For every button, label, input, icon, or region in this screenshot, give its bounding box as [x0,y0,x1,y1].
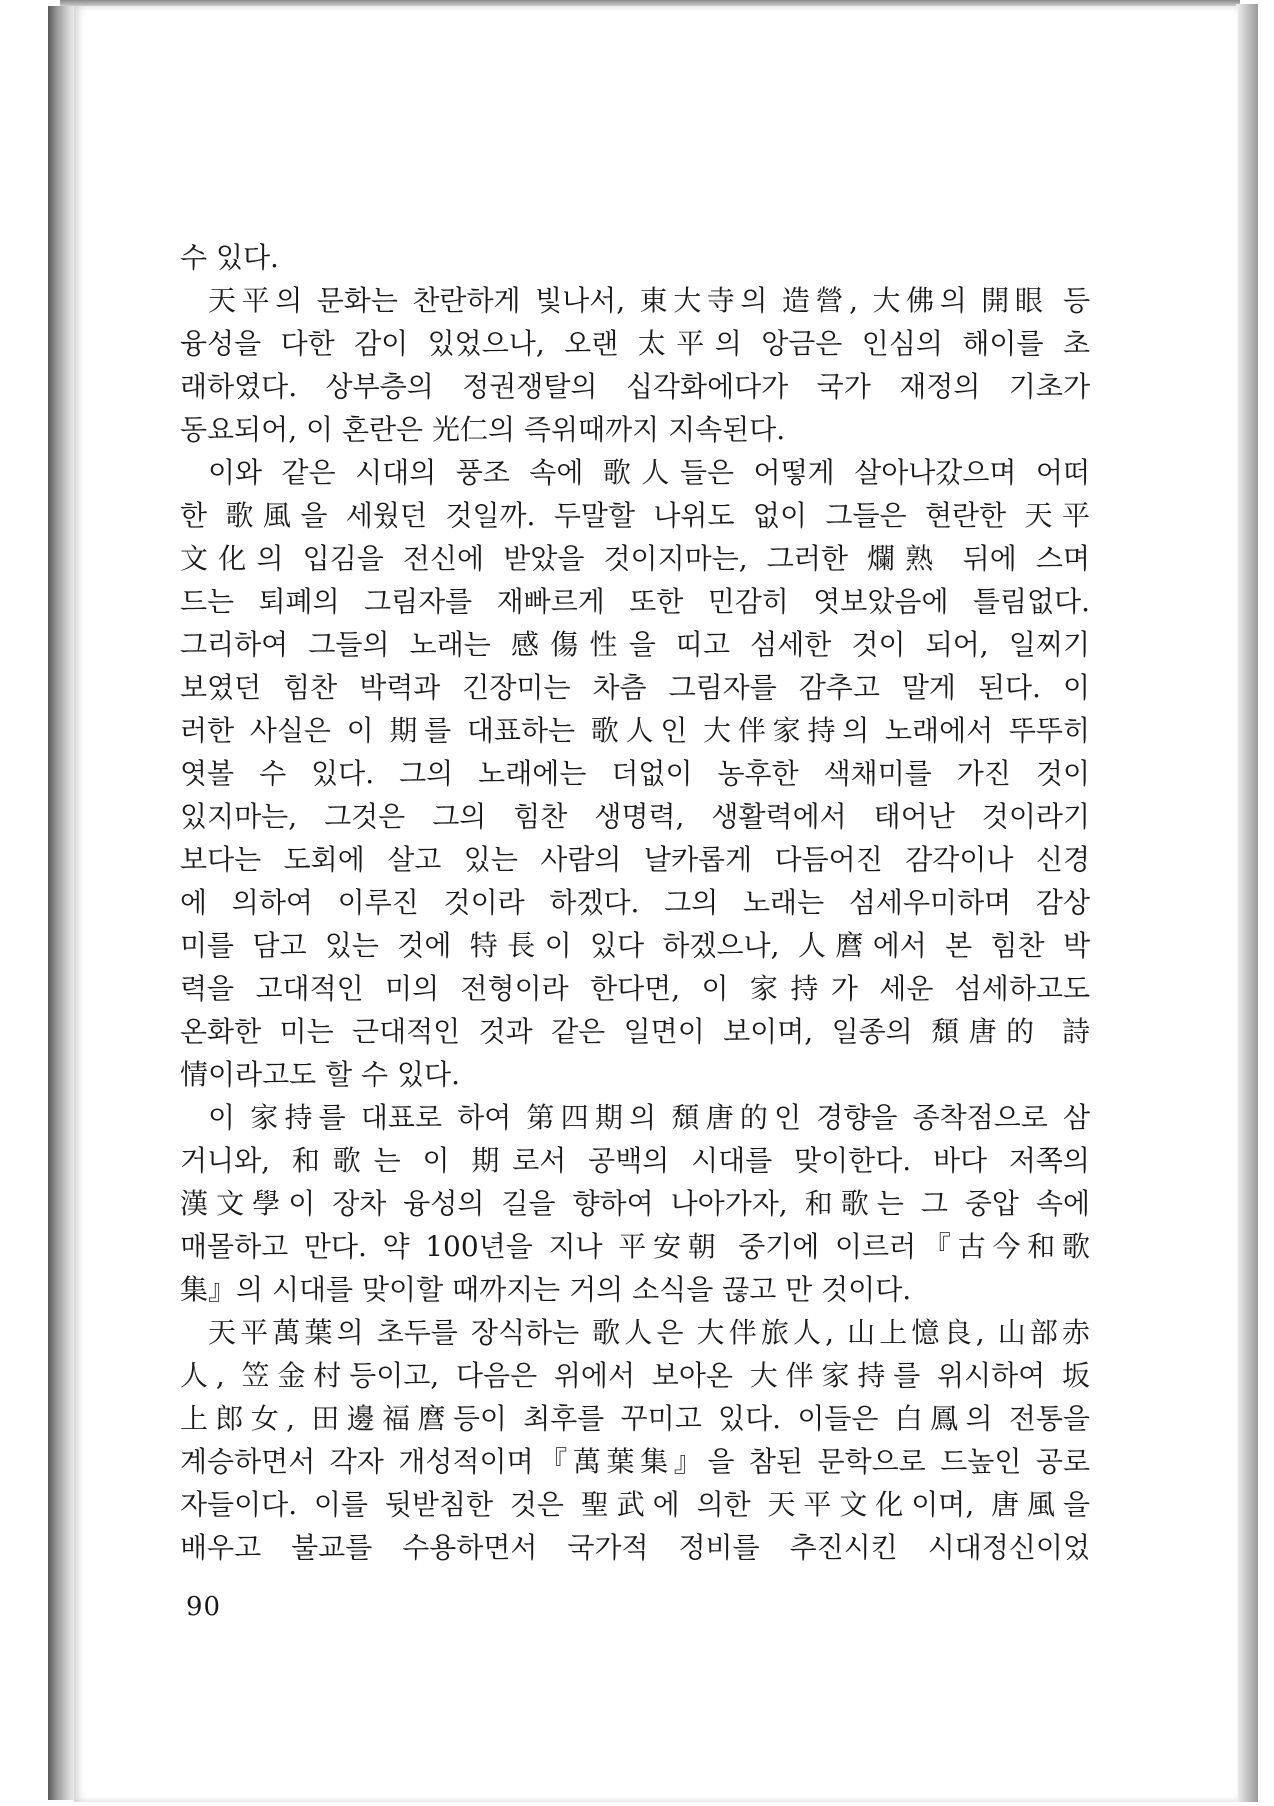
text-line: 러한 사실은 이 期를 대표하는 歌人인 大伴家持의 노래에서 뚜뚜히 [180,714,1090,747]
text-line: 天平의 문화는 찬란하게 빛나서, 東大寺의 造營, 大佛의 開眼 등 [208,284,1090,317]
text-line: 있지마는, 그것은 그의 힘찬 생명력, 생활력에서 태어난 것이라기 [180,800,1090,833]
text-line: 래하였다. 상부층의 정권쟁탈의 십각화에다가 국가 재정의 기초가 [180,370,1090,403]
text-line: 자들이다. 이를 뒷받침한 것은 聖武에 의한 天平文化이며, 唐風을 [180,1488,1090,1521]
text-line: 情이라고도 할 수 있다. [180,1058,460,1091]
text-line: 계승하면서 각자 개성적이며『萬葉集』을 참된 문학으로 드높인 공로 [180,1445,1090,1478]
text-line: 드는 퇴폐의 그림자를 재빠르게 또한 민감히 엿보았음에 틀림없다. [180,585,1090,618]
body-text [180,236,1090,1569]
text-line: 융성을 다한 감이 있었으나, 오랜 太平의 앙금은 인심의 해이를 초 [180,327,1090,360]
text-line: 배우고 불교를 수용하면서 국가적 정비를 추진시킨 시대정신이었 [180,1531,1090,1564]
text-line: 보다는 도회에 살고 있는 사람의 날카롭게 다듬어진 감각이나 신경 [180,843,1090,876]
text-line: 이 家持를 대표로 하여 第四期의 頹唐的인 경향을 종착점으로 삼 [208,1101,1090,1134]
text-line: 동요되어, 이 혼란은 光仁의 즉위때까지 지속된다. [180,413,786,446]
text-line: 보였던 힘찬 박력과 긴장미는 차츰 그림자를 감추고 말게 된다. 이 [180,671,1090,704]
text-line: 미를 담고 있는 것에 特長이 있다 하겠으나, 人麿에서 본 힘찬 박 [180,929,1090,962]
text-line: 人, 笠金村등이고, 다음은 위에서 보아온 大伴家持를 위시하여 坂 [180,1359,1090,1392]
text-line: 력을 고대적인 미의 전형이라 한다면, 이 家持가 세운 섬세하고도 [180,972,1090,1005]
text-line: 天平萬葉의 초두를 장식하는 歌人은 大伴旅人, 山上憶良, 山部赤 [208,1316,1090,1349]
text-line: 集』의 시대를 맞이할 때까지는 거의 소식을 끊고 만 것이다. [180,1273,912,1306]
text-line: 에 의하여 이루진 것이라 하겠다. 그의 노래는 섬세우미하며 감상 [180,886,1090,919]
page-number: 90 [186,1592,222,1622]
text-line: 文化의 입김을 전신에 받았을 것이지마는, 그러한 爛熟 뒤에 스며 [180,542,1090,575]
text-line: 漢文學이 장차 융성의 길을 향하여 나아가자, 和歌는 그 중압 속에 [180,1187,1090,1220]
text-line: 그리하여 그들의 노래는 感傷性을 띠고 섬세한 것이 되어, 일찌기 [180,628,1090,661]
text-line: 엿볼 수 있다. 그의 노래에는 더없이 농후한 색채미를 가진 것이 [180,757,1090,790]
text-line: 한 歌風을 세웠던 것일까. 두말할 나위도 없이 그들은 현란한 天平 [180,499,1090,532]
text-line: 온화한 미는 근대적인 것과 같은 일면이 보이며, 일종의 頹唐的 詩 [180,1015,1090,1048]
text-line: 수 있다. [180,241,279,274]
text-line: 上郎女, 田邊福麿등이 최후를 꾸미고 있다. 이들은 白鳳의 전통을 [180,1402,1090,1435]
text-line: 매몰하고 만다. 약 100년을 지나 平安朝 중기에 이르러『古今和歌 [180,1230,1090,1263]
text-line: 이와 같은 시대의 풍조 속에 歌人들은 어떻게 살아나갔으며 어떠 [208,456,1090,489]
text-line: 거니와, 和歌는 이 期로서 공백의 시대를 맞이한다. 바다 저쪽의 [180,1144,1090,1177]
page-edge-right [1236,4,1258,1802]
